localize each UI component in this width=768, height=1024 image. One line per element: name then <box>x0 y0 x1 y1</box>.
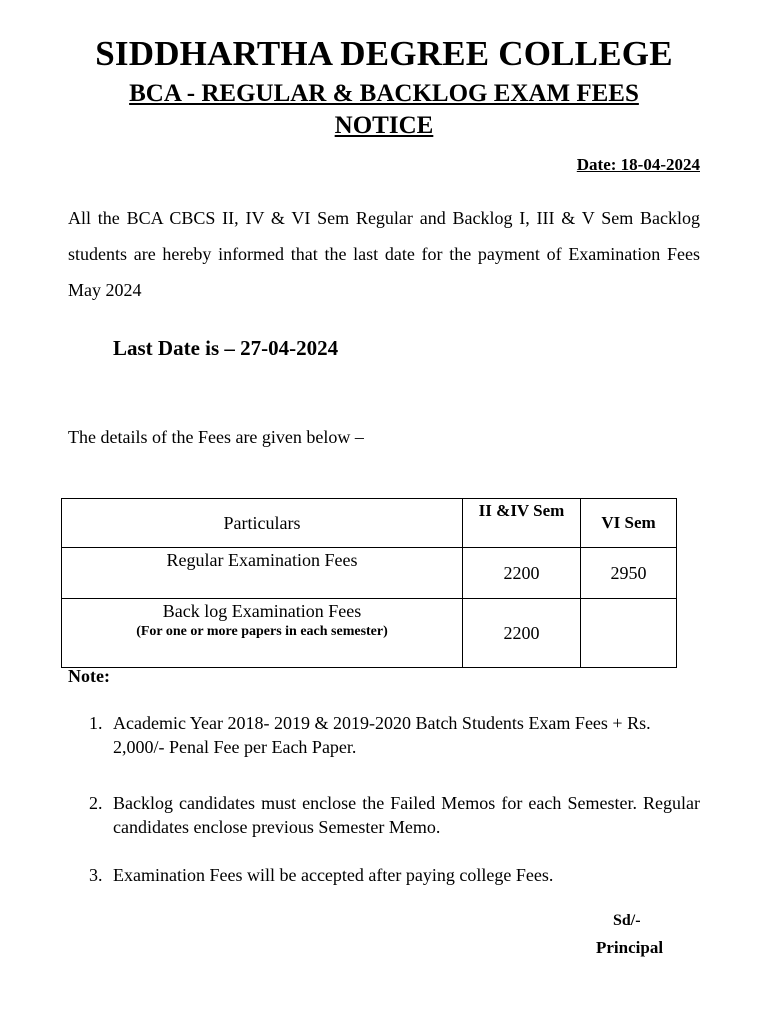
list-text: Backlog candidates must enclose the Failed Memos for each Semester. Regular candidates enclose previous Semester Memo. <box>113 793 700 837</box>
fee-cell: 2200 <box>463 548 581 599</box>
fee-cell: 2950 <box>581 548 677 599</box>
list-number: 3. <box>89 865 103 885</box>
list-text: Academic Year 2018- 2019 & 2019-2020 Batch Students Exam Fees + Rs. 2,000/- Penal Fee per Each Paper. <box>113 713 651 757</box>
list-number: 2. <box>89 793 103 813</box>
particular-cell <box>62 599 463 668</box>
fees-table <box>61 498 677 668</box>
signature-title: Principal <box>596 938 664 957</box>
details-intro: The details of the Fees are given below – <box>68 427 364 447</box>
particular-subnote: (For one or more papers in each semester) <box>136 624 388 639</box>
note-label: Note: <box>68 666 110 686</box>
list-item <box>89 863 700 887</box>
fee-cell <box>581 599 677 668</box>
list-item <box>89 791 700 839</box>
table-row <box>62 599 677 668</box>
particular-label: Back log Examination Fees <box>162 601 362 621</box>
particular-cell: Regular Examination Fees <box>62 548 463 599</box>
notice-subtitle: BCA - REGULAR & BACKLOG EXAM FEES <box>129 80 639 107</box>
header-particulars: Particulars <box>62 499 463 548</box>
header-sem-2-4: II &IV Sem <box>463 499 581 548</box>
intro-paragraph: All the BCA CBCS II, IV & VI Sem Regular and Backlog I, III & V Sem Backlog students are hereby informed that the last date for the payment of Examination Fees May 2024 <box>68 208 700 300</box>
table-header-row <box>62 499 677 548</box>
list-text: Examination Fees will be accepted after paying college Fees. <box>113 865 554 885</box>
last-date: Last Date is – 27-04-2024 <box>113 336 339 360</box>
notice-heading: NOTICE <box>334 112 434 139</box>
signature-sd: Sd/- <box>613 912 641 929</box>
fee-cell: 2200 <box>463 599 581 668</box>
notice-date: Date: 18-04-2024 <box>576 155 700 174</box>
table-row <box>62 548 677 599</box>
college-name: SIDDHARTHA DEGREE COLLEGE <box>95 34 673 73</box>
header-sem-6: VI Sem <box>581 499 677 548</box>
list-number: 1. <box>89 713 103 733</box>
list-item <box>89 711 700 759</box>
